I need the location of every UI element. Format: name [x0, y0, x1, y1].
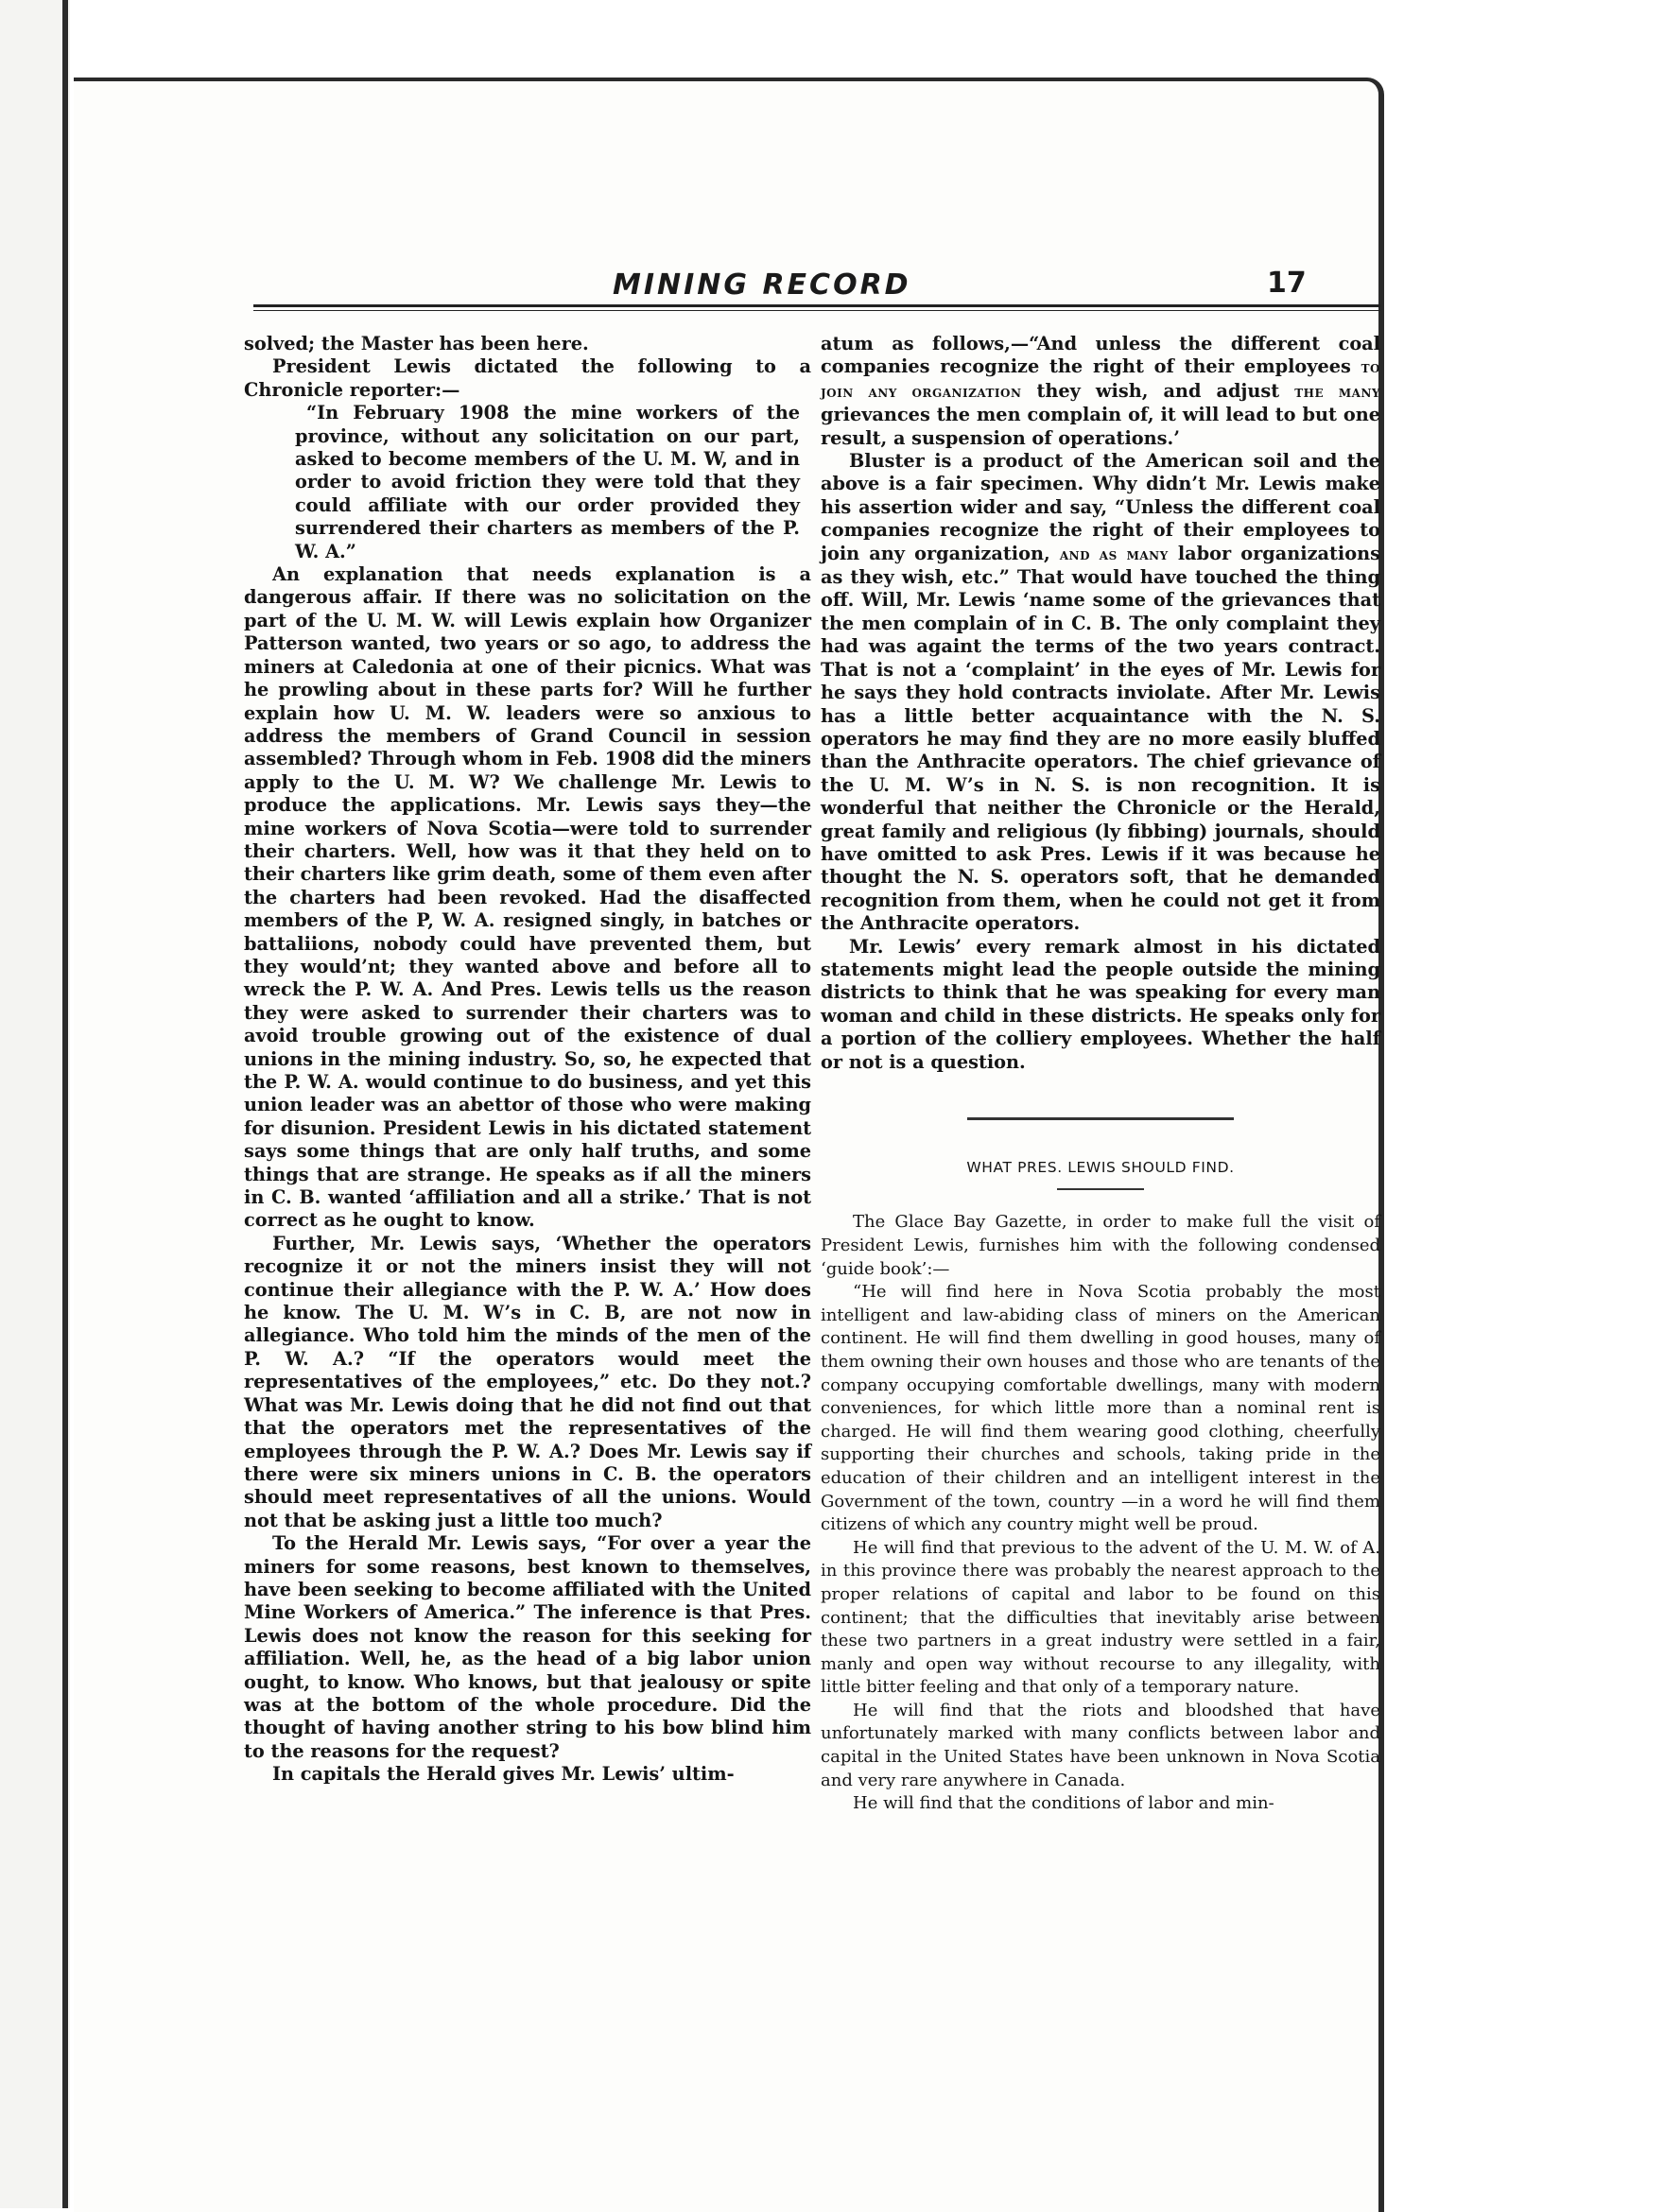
paragraph: Mr. Lewis’ every remark almost in his dictated statements might lead the people outside the mining districts to think that he was speaking for every man woman and child in these districts. He speaks only for a portion of the colliery employees. Whether the half or not is a question.: [821, 935, 1380, 1073]
paragraph: President Lewis dictated the following to a Chronicle reporter:—: [244, 355, 811, 401]
left-column: [244, 333, 811, 1787]
paragraph: He will find that the riots and bloodshed that have unfortunately marked with many conflicts between labor and capital in the United States have been unknown in Nova Scotia and very rare anywhere in Canada.: [821, 1700, 1380, 1790]
text-run: Bluster is a product of the American soil and the above is a fair specimen. Why didn’t Mr. Lewis make his assertion wider and say, “Unless the different coal companies recognize the right of their employees to join any organization,: [821, 450, 1380, 564]
article-body: [821, 1211, 1380, 1815]
header-rule-thin: [253, 310, 1380, 311]
paragraph: [821, 333, 1380, 450]
right-column: [821, 333, 1380, 1816]
paragraph: The Glace Bay Gazette, in order to make full the visit of President Lewis, furnishes him with the following condensed ‘guide book’:—: [821, 1212, 1380, 1279]
page-number: 17: [1267, 267, 1307, 300]
block-quote: “In February 1908 the mine workers of the province, without any solicitation on our part, asked to become members of the U. M. W, and in order to avoid friction they were told that they could affiliate with our order provided they surrendered their charters as members of the P. W. A.”: [295, 402, 800, 562]
section-subheading: WHAT PRES. LEWIS SHOULD FIND.: [966, 1159, 1235, 1176]
text-run: grievances the men complain of, it will lead to but one result, a suspension of operations.’: [821, 404, 1380, 449]
facing-page-edge: [0, 0, 70, 2208]
publication-title: MINING RECORD: [613, 268, 911, 302]
small-caps-run: and as many: [1059, 544, 1169, 564]
header-rule: [253, 304, 1380, 307]
text-run: atum as follows,—“And unless the different coal companies recognize the right of their employees: [821, 333, 1380, 378]
paragraph: [821, 450, 1380, 936]
paragraph: He will find that the conditions of labor and min-: [853, 1793, 1274, 1814]
paragraph: An explanation that needs explanation is a dangerous affair. If there was no solicitation on the part of the U. M. W. will Lewis explain how Organizer Patterson wanted, two years or so ago, to address the miners at Caledonia at one of their picnics. What was he prowling about in these parts for? Will he further explain how U. M. W. leaders were so anxious to address the members of Grand Council in session assembled? Through whom in Feb. 1908 did the miners apply to the U. M. W? We challenge Mr. Lewis to produce the applications. Mr. Lewis says they—the mine workers of Nova Scotia—were told to surrender their charters. Well, how was it that they held on to their charters like grim death, some of them even after the charters had been revoked. Had the disaffected members of the P, W. A. resigned singly, in batches or battaliions, nobody could have prevented them, but they would’nt; they wanted above and before all to wreck the P. W. A. And Pres. Lewis tells us the reason they were asked to surrender their charters was to avoid trouble growing out of the existence of dual unions in the mining industry. So, so, he expected that the P. W. A. would continue to do business, and yet this union leader was an abettor of those who were making for disunion. President Lewis in his dictated statement says some things that are only half truths, and some things that are strange. He speaks as if all the miners in C. B. wanted ‘affiliation and all a strike.’ That is not correct as he ought to know.: [244, 563, 811, 1232]
paragraph: In capitals the Herald gives Mr. Lewis’ ultim-: [272, 1763, 735, 1786]
paragraph: Further, Mr. Lewis says, ‘Whether the operators recognize it or not the miners insist they will not continue their allegiance with the P. W. A.’ How does he know. The U. M. W’s in C. B, are not now in allegiance. Who told him the minds of the men of the P. W. A.? “If the operators would meet the representatives of the employees,” etc. Do they not.? What was Mr. Lewis doing that he did not find out that that the operators met the representatives of the employees through the P. W. A.? Does Mr. Lewis say if there were six miners unions in C. B. the operators should meet representatives of all the unions. Would not that be asking just a little too much?: [244, 1232, 811, 1531]
paragraph: solved; the Master has been here.: [244, 333, 589, 354]
section-divider: [967, 1117, 1234, 1120]
subheading-rule: [1057, 1188, 1144, 1190]
page-header: [253, 267, 1380, 314]
text-run: they wish, and adjust: [1021, 379, 1295, 402]
paragraph: “He will find here in Nova Scotia probably the most intelligent and law-abiding class of miners on the American continent. He will find them dwelling in good houses, many of them owning their own houses and those who are tenants of the company occupying comfortable dwellings, many with modern conveniences, for which little more than a nominal rent is charged. He will find them wearing good clothing, cheerfully supporting their churches and schools, taking pride in the education of their children and an intelligent interest in the Government of the town, country —in a word he will find them citizens of which any country might well be proud.: [821, 1282, 1380, 1535]
paragraph: He will find that previous to the advent of the U. M. W. of A. in this province there was probably the nearest approach to the proper relations of capital and labor to be found on this continent; that the difficulties that inevitably arise between these two partners in a great industry were settled in a fair, manly and open way without recourse to any illegality, with little bitter feeling and that only of a temporary nature.: [821, 1537, 1380, 1698]
small-caps-run: the many: [1294, 382, 1380, 402]
paragraph: To the Herald Mr. Lewis says, “For over a year the miners for some reasons, best known to themselves, have been seeking to become affiliated with the United Mine Workers of America.” The inference is that Pres. Lewis does not know the reason for this seeking for affiliation. Well, he, as the head of a big labor union ought, to know. Who knows, but that jealousy or spite was at the bottom of the whole procedure. Did the thought of having another string to his bow blind him to the reasons for the request?: [244, 1532, 811, 1762]
text-run: labor organizations as they wish, etc.” That would have touched the thing off. Will, Mr. Lewis ‘name some of the grievances that the men complain of in C. B. The only complaint they had was againt the terms of the two years contract. That is not a ‘complaint’ in the eyes of Mr. Lewis for he says they hold contracts inviolate. After Mr. Lewis has a little better acquaintance with the N. S. operators he may find they are no more easily bluffed than the Anthracite operators. The chief grievance of the U. M. W’s in N. S. is non recognition. It is wonderful that neither the Chronicle or the Herald, great family and religious (ly fibbing) journals, should have omitted to ask Pres. Lewis if it was because he thought the N. S. operators soft, that he demanded recognition from them, when he could not get it from the Anthracite operators.: [821, 542, 1380, 935]
small-caps-run: to join any organization: [821, 358, 1380, 402]
binding-gutter: [62, 0, 68, 2208]
right-margin: [1384, 0, 1664, 2208]
